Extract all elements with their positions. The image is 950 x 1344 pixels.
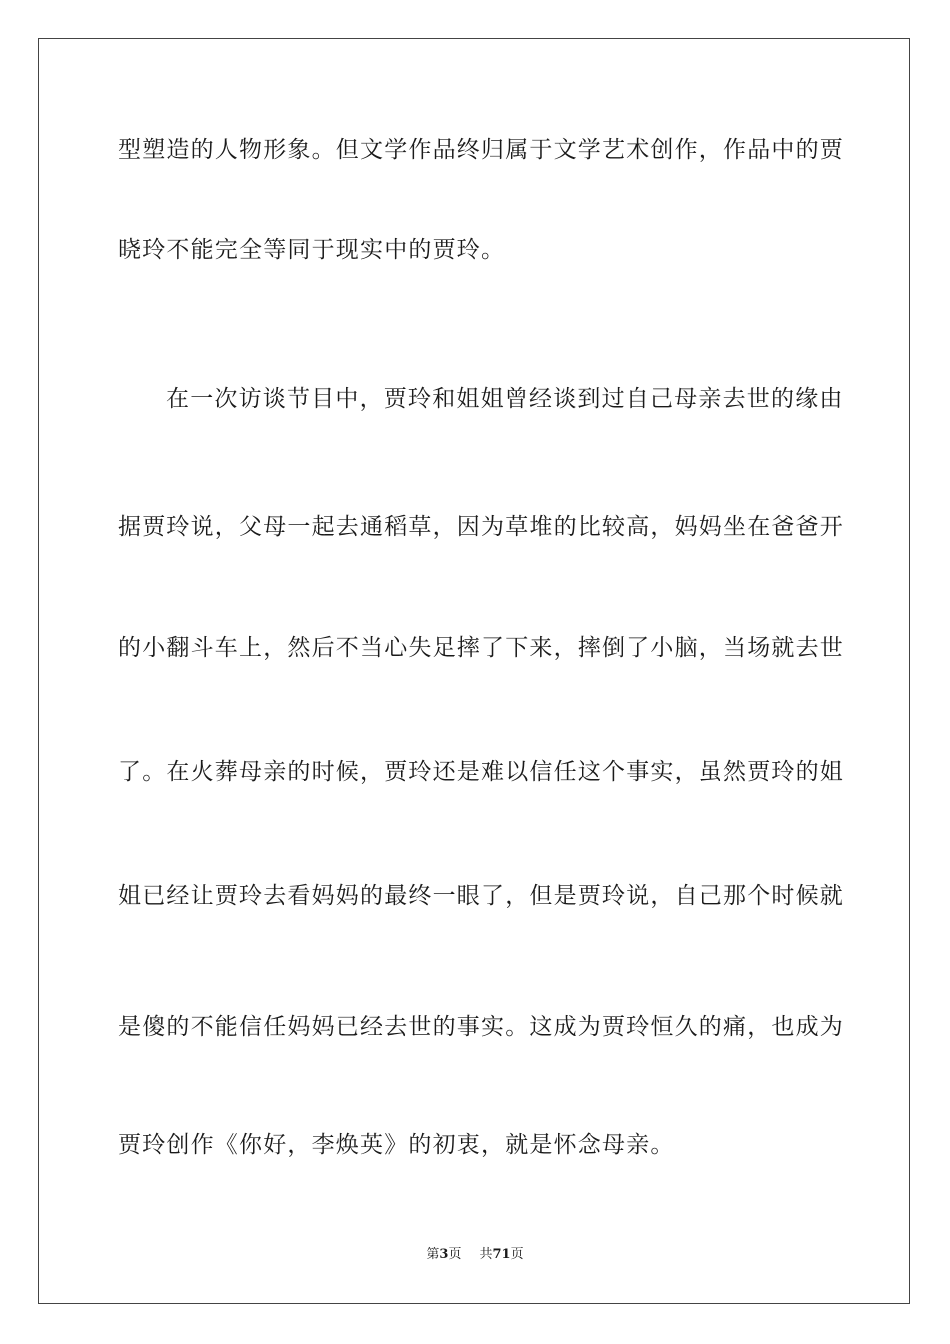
total-prefix: 共: [479, 1247, 493, 1262]
paragraph-first-line: 在一次访谈节目中，贾玲和姐姐曾经谈到过自己母亲去世的缘由: [166, 386, 844, 412]
page-suffix: 页: [448, 1247, 462, 1262]
text-line-4: 据贾玲说，父母一起去通稻草，因为草堆的比较高，妈妈坐在爸爸开: [118, 514, 844, 540]
page-border: [38, 38, 910, 1304]
text-line-1: 型塑造的人物形象。但文学作品终归属于文学艺术创作，作品中的贾: [118, 137, 844, 163]
page-prefix: 第: [426, 1247, 440, 1262]
text-line-5: 的小翻斗车上，然后不当心失足摔了下来，摔倒了小脑，当场就去世: [118, 635, 844, 661]
text-line-2: 晓玲不能完全等同于现实中的贾玲。: [118, 237, 506, 263]
page-footer: [0, 1247, 950, 1263]
total-suffix: 页: [510, 1247, 524, 1262]
text-line-8: 是傻的不能信任妈妈已经去世的事实。这成为贾玲恒久的痛，也成为: [118, 1014, 844, 1040]
text-line-6: 了。在火葬母亲的时候，贾玲还是难以信任这个事实，虽然贾玲的姐: [118, 759, 844, 785]
page-current: 3: [439, 1247, 449, 1262]
page-total: 71: [492, 1247, 511, 1262]
text-line-7: 姐已经让贾玲去看妈妈的最终一眼了，但是贾玲说，自己那个时候就: [118, 883, 844, 909]
text-line-9: 贾玲创作《你好，李焕英》的初衷，就是怀念母亲。: [118, 1132, 675, 1158]
